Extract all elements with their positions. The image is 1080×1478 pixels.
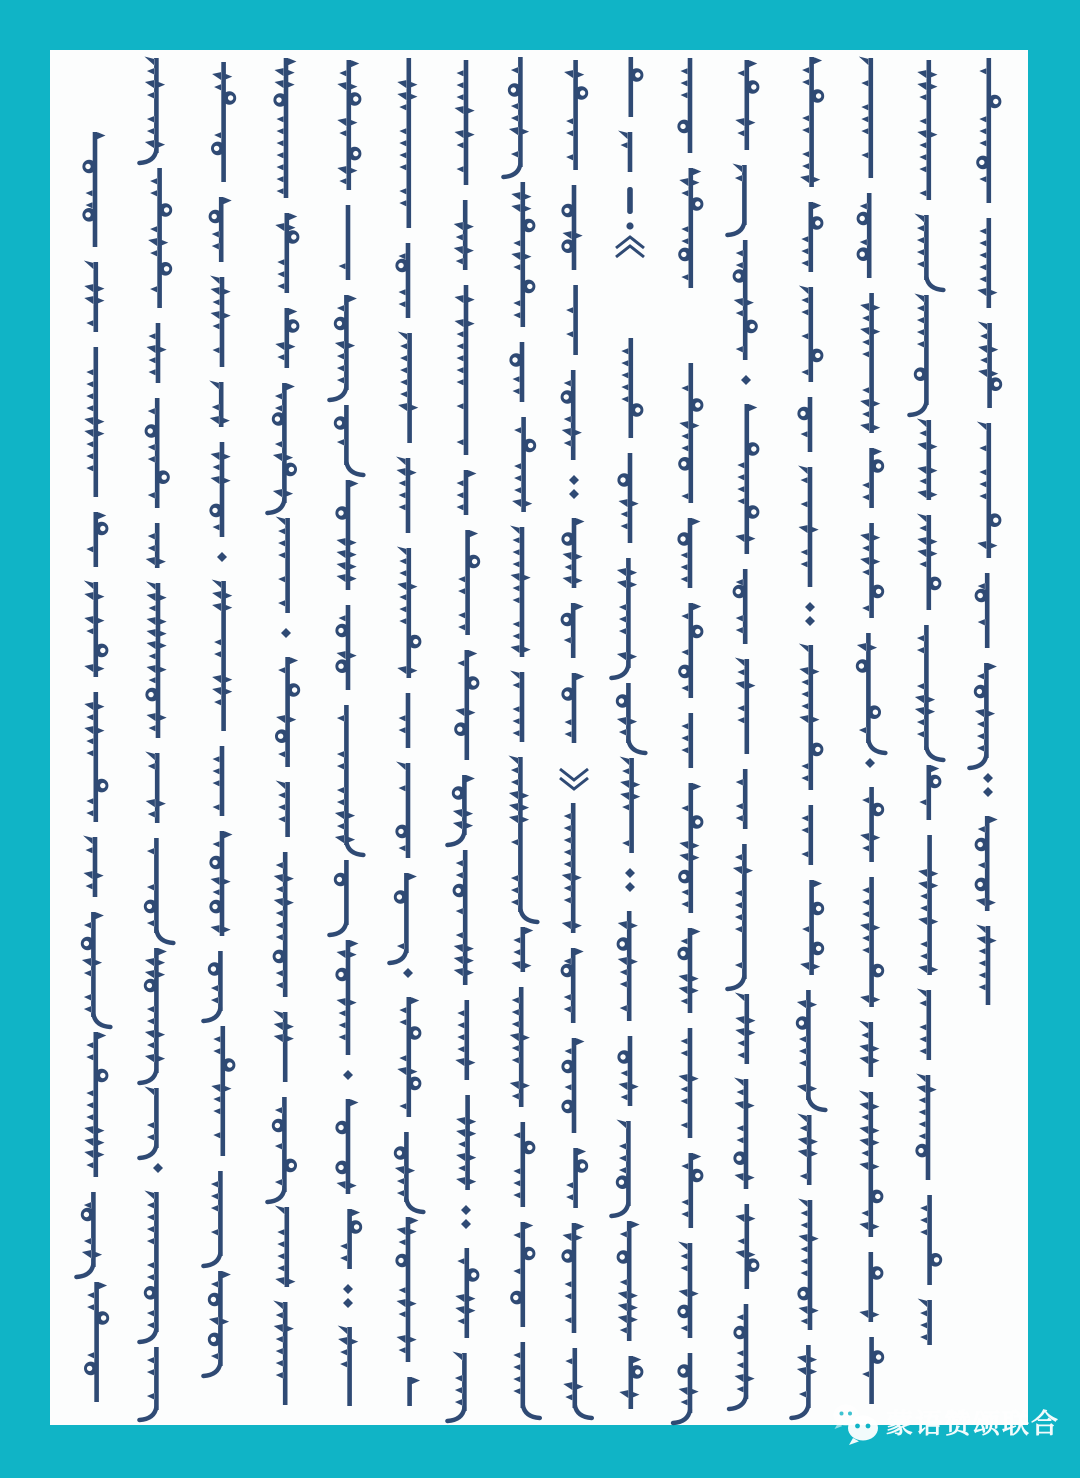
mongolian-text-column <box>611 57 645 1409</box>
mongolian-text-column <box>139 57 173 1421</box>
mongolian-comma-mark <box>865 758 875 768</box>
mongolian-text-column <box>329 60 363 1406</box>
mongolian-fullstop-mark <box>569 475 579 499</box>
mongolian-text-column <box>909 60 943 1345</box>
mongolian-text-column <box>503 57 539 1418</box>
mongolian-text-column <box>727 60 759 1409</box>
mongolian-text-column <box>791 57 825 1418</box>
mongolian-comma-mark <box>343 1070 353 1080</box>
mongolian-text-column <box>969 58 1002 1005</box>
mongolian-fullstop-mark <box>625 868 635 892</box>
mongolian-text-column <box>76 132 110 1402</box>
mongolian-text-column <box>203 62 236 1376</box>
wechat-icon <box>830 1402 886 1448</box>
watermark <box>830 1402 1060 1448</box>
mongolian-comma-mark <box>741 375 751 385</box>
mongolian-text-column <box>560 60 592 1418</box>
mongolian-text-column <box>447 60 480 1421</box>
mongolian-comma-mark <box>153 1163 163 1173</box>
mongolian-fullstop-mark <box>343 1284 353 1308</box>
mongolian-text-column <box>673 58 703 1423</box>
mongolian-text-column <box>856 57 886 1405</box>
mongolian-comma-mark <box>217 552 227 562</box>
mongolian-comma-mark <box>281 628 291 638</box>
mongolian-fullstop-mark <box>461 1205 471 1229</box>
mongolian-fullstop-mark <box>805 602 815 626</box>
quote-open-mark <box>560 769 588 789</box>
mongolian-comma-mark <box>403 968 413 978</box>
quote-close-mark <box>616 237 644 257</box>
mongolian-text-column <box>389 58 423 1406</box>
mongolian-text-column <box>267 58 300 1405</box>
exclamation-mark <box>626 187 633 230</box>
watermark-label: 蒙语赞颂联合 <box>886 1409 1060 1440</box>
mongolian-fullstop-mark <box>983 773 993 797</box>
